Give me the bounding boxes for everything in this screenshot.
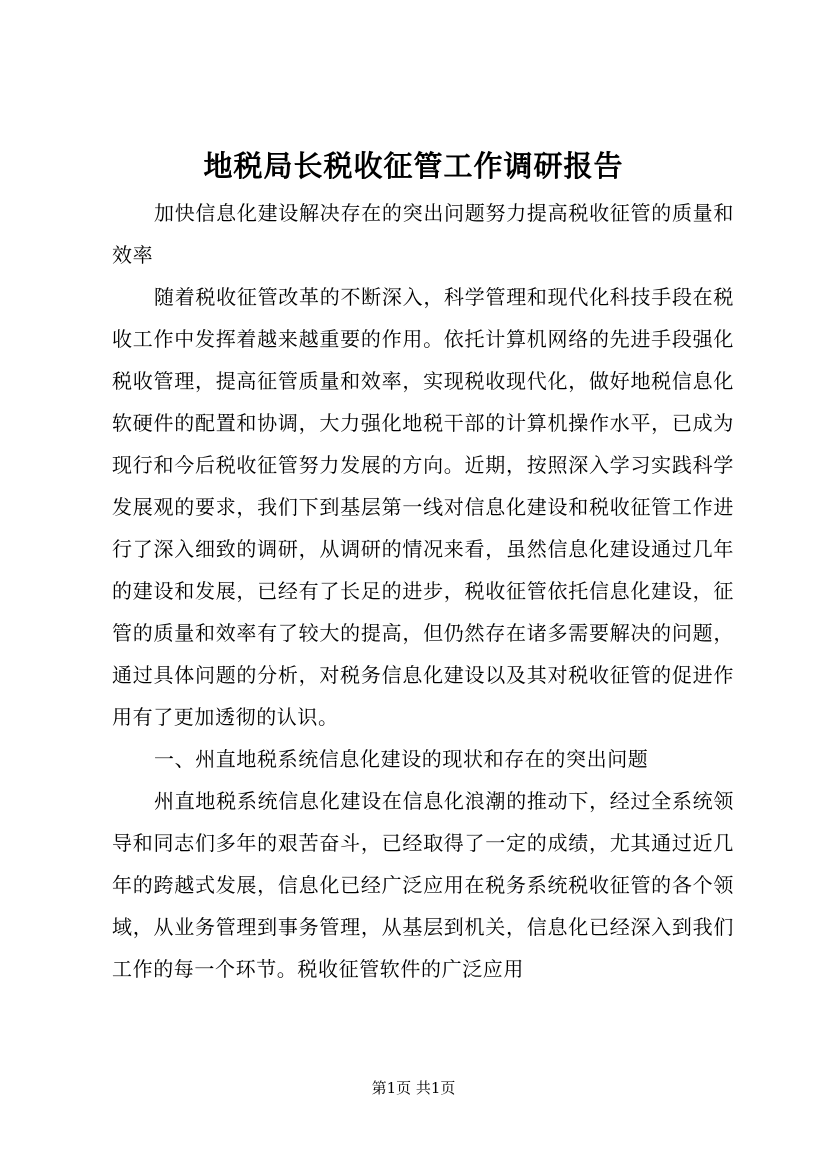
section-paragraph: 州直地税系统信息化建设在信息化浪潮的推动下，经过全系统领导和同志们多年的艰苦奋斗，已经取得了一定的成绩，尤其通过近几年的跨越式发展，信息化已经广泛应用在税务系统税收征管的各个领域，从业务管理到事务管理，从基层到机关，信息化已经深入到我们工作的每一个环节。税收征管软件的广泛应用 [112, 789, 734, 981]
subtitle-paragraph: 加快信息化建设解决存在的突出问题努力提高税收征管的质量和效率 [112, 201, 734, 267]
document-body [112, 192, 734, 990]
page-footer: 第1页 共1页 [371, 1079, 456, 1097]
document-title: 地税局长税收征管工作调研报告 [203, 149, 624, 183]
section-heading: 一、州直地税系统信息化建设的现状和存在的突出问题 [154, 747, 649, 771]
intro-paragraph: 随着税收征管改革的不断深入，科学管理和现代化科技手段在税收工作中发挥着越来越重要的作用。依托计算机网络的先进手段强化税收管理，提高征管质量和效率，实现税收现代化，做好地税信息化软硬件的配置和协调，大力强化地税干部的计算机操作水平，已成为现行和今后税收征管努力发展的方向。近期，按照深入学习实践科学发展观的要求，我们下到基层第一线对信息化建设和税收征管工作进行了深入细致的调研，从调研的情况来看，虽然信息化建设通过几年的建设和发展，已经有了长足的进步，税收征管依托信息化建设，征管的质量和效率有了较大的提高，但仍然存在诸多需要解决的问题，通过具体问题的分析，对税务信息化建设以及其对税收征管的促进作用有了更加透彻的认识。 [112, 285, 734, 729]
